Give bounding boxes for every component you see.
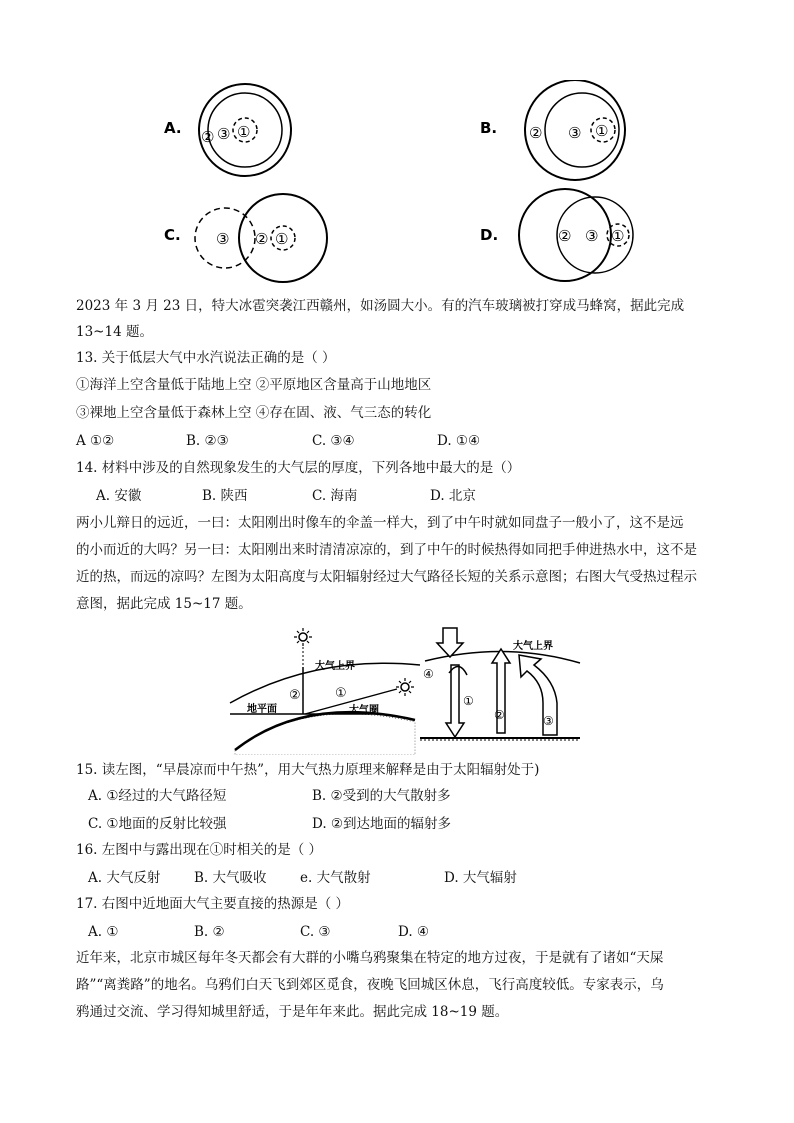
figure-d-mark-1: ① — [611, 227, 625, 245]
q13-option-c[interactable]: C. ③④ — [312, 433, 355, 449]
q15-option-b[interactable]: B. ②受到的大气散射多 — [312, 788, 451, 804]
passage2-line2: 的小而近的大吗？另一曰：太阳刚出来时清清凉凉的，到了中午的时候热得如同把手伸进热水中，这不是 — [76, 542, 697, 558]
passage1-line1: 2023 年 3 月 23 日，特大冰雹突袭江西赣州，如汤圆大小。有的汽车玻璃被打穿成马蜂窝，据此完成 — [76, 298, 685, 314]
q13-statement-2: ③裸地上空含量低于森林上空 ④存在固、液、气三态的转化 — [76, 405, 432, 421]
right-mark-2: ② — [494, 708, 505, 722]
q13-option-a[interactable]: A ①② — [76, 433, 115, 449]
figure-d-mark-2: ② — [558, 227, 572, 245]
figure-c-mark-2: ② — [255, 230, 269, 248]
q14-option-a[interactable]: A. 安徽 — [96, 488, 142, 504]
figure-c-label: C. — [164, 226, 181, 244]
q14-option-b[interactable]: B. 陕西 — [202, 488, 248, 504]
sun-icon-top — [294, 628, 312, 646]
q16-stem: 16. 左图中与露出现在①时相关的是（ ） — [76, 842, 323, 858]
q16-option-c[interactable]: e. 大气散射 — [300, 870, 371, 886]
q13-option-d[interactable]: D. ①④ — [437, 433, 481, 449]
figure-d-label: D. — [480, 226, 499, 244]
q16-option-b[interactable]: B. 大气吸收 — [194, 870, 267, 886]
passage3-line3: 鸦通过交流、学习得知城里舒适，于是年年来此。据此完成 18~19 题。 — [76, 1004, 509, 1020]
q15-stem: 15. 读左图，“早晨凉而中午热”，用大气热力原理来解释是由于太阳辐射处于) — [76, 762, 540, 778]
passage2-line4: 意图，据此完成 15~17 题。 — [76, 596, 252, 612]
figure-c — [164, 194, 327, 282]
atmospheric-heating-diagram — [415, 623, 585, 743]
q15-option-d[interactable]: D. ②到达地面的辐射多 — [312, 816, 452, 832]
figure-d — [480, 189, 633, 281]
figure-b — [480, 80, 625, 180]
q14-stem: 14. 材料中涉及的自然现象发生的大气层的厚度，下列各地中最大的是（） — [76, 460, 521, 476]
figure-b-mark-2: ② — [529, 124, 543, 142]
q13-statement-1: ①海洋上空含量低于陆地上空 ②平原地区含量高于山地地区 — [76, 377, 432, 393]
figure-c-mark-1: ① — [275, 230, 289, 248]
passage2-line1: 两小儿辩日的远近，一曰：太阳刚出时像车的伞盖一样大，到了中午时就如同盘子一般小了，这不是远 — [76, 515, 684, 531]
right-mark-3: ③ — [543, 714, 554, 728]
right-mark-4: ④ — [423, 667, 434, 681]
figure-a-mark-3: ③ — [217, 125, 231, 143]
atmosphere-label: 大气圈 — [349, 705, 379, 716]
q15-option-c[interactable]: C. ①地面的反射比较强 — [88, 816, 227, 832]
q17-option-b[interactable]: B. ② — [194, 924, 225, 940]
circle-figures — [150, 80, 650, 285]
q14-option-d[interactable]: D. 北京 — [430, 488, 476, 504]
left-mark-2: ② — [289, 688, 301, 703]
left-upper-boundary-label: 大气上界 — [315, 661, 355, 672]
figure-b-mark-1: ① — [595, 122, 609, 140]
ground-plane-label: 地平面 — [247, 704, 277, 715]
figure-a-mark-2: ② — [201, 128, 215, 146]
right-mark-1: ① — [463, 694, 474, 708]
figure-b-label: B. — [480, 119, 498, 137]
left-mark-1: ① — [335, 686, 347, 701]
figure-a-mark-1: ① — [237, 123, 251, 141]
q15-option-a[interactable]: A. ①经过的大气路径短 — [88, 788, 227, 804]
q16-option-d[interactable]: D. 大气辐射 — [444, 870, 517, 886]
q17-option-c[interactable]: C. ③ — [300, 924, 331, 940]
passage1-line2: 13~14 题。 — [76, 324, 153, 340]
q17-stem: 17. 右图中近地面大气主要直接的热源是（ ） — [76, 896, 350, 912]
q14-option-c[interactable]: C. 海南 — [312, 488, 358, 504]
q13-stem: 13. 关于低层大气中水汽说法正确的是（ ） — [76, 350, 336, 366]
q17-option-d[interactable]: D. ④ — [398, 924, 430, 940]
figure-c-mark-3: ③ — [216, 230, 230, 248]
figure-b-mark-3: ③ — [568, 124, 582, 142]
passage3-line2: 路”“离粪路”的地名。乌鸦们白天飞到郊区觅食，夜晚飞回城区休息，飞行高度较低。专家表示，乌 — [76, 977, 664, 993]
figure-d-mark-3: ③ — [585, 227, 599, 245]
q17-option-a[interactable]: A. ① — [88, 924, 119, 940]
q13-option-b[interactable]: B. ②③ — [186, 433, 229, 449]
q16-option-a[interactable]: A. 大气反射 — [88, 870, 161, 886]
sun-icon-right — [396, 678, 414, 696]
passage3-line1: 近年来，北京市城区每年冬天都会有大群的小嘴乌鸦聚集在特定的地方过夜，于是就有了诸如“天屎 — [76, 950, 664, 966]
right-upper-boundary-label: 大气上界 — [513, 641, 553, 652]
solar-altitude-diagram — [225, 625, 425, 755]
passage2-line3: 近的热，而远的凉吗？左图为太阳高度与太阳辐射经过大气路径长短的关系示意图；右图大气受热过程示 — [76, 569, 697, 585]
figure-a-label: A. — [164, 119, 182, 137]
figure-a — [164, 84, 291, 176]
